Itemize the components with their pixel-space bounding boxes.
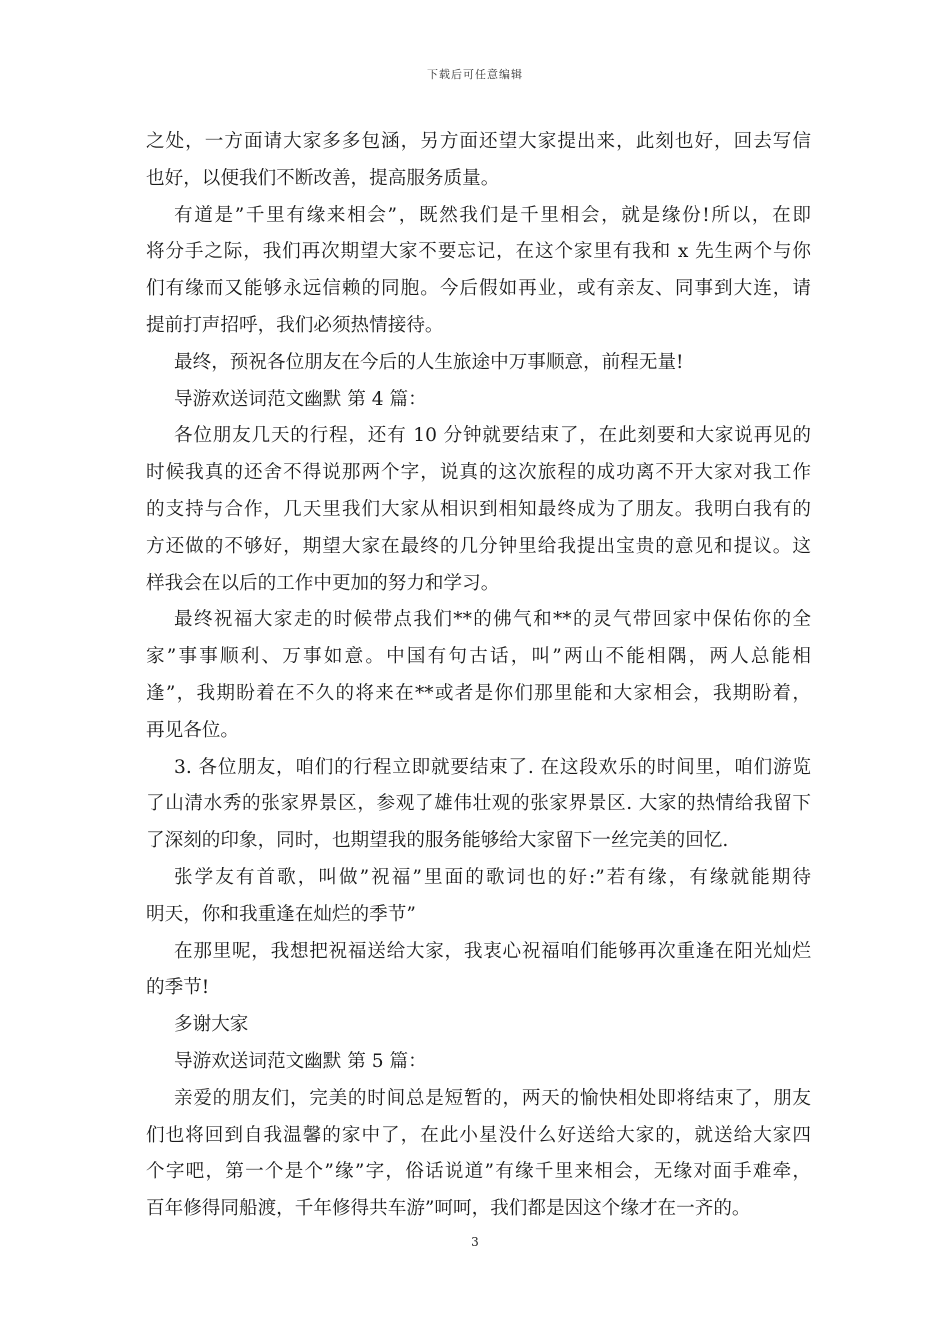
- text-line: 最终，预祝各位朋友在今后的人生旅途中万事顺意，前程无量!: [174, 351, 684, 373]
- page-header: 下载后可任意编辑: [427, 68, 523, 81]
- text-line: 了深刻的印象，同时，也期望我的服务能够给大家留下一丝完美的回忆.: [146, 830, 729, 852]
- text-line: 提前打声招呼，我们必须热情接待。: [146, 314, 444, 336]
- text-line: 亲爱的朋友们，完美的时间总是短暂的，两天的愉快相处即将结束了，朋友: [174, 1087, 811, 1109]
- text-line: 将分手之际，我们再次期望大家不要忘记，在这个家里有我和 x 先生两个与你: [146, 241, 811, 263]
- text-line: 多谢大家: [174, 1014, 249, 1036]
- text-line: 明天，你和我重逢在灿烂的季节”: [146, 903, 416, 925]
- text-line: 的支持与合作，几天里我们大家从相识到相知最终成为了朋友。我明白我有的: [146, 498, 811, 520]
- text-line: 们有缘而又能够永远信赖的同胞。今后假如再业，或有亲友、同事到大连，请: [146, 278, 811, 300]
- page-number: 3: [471, 1235, 479, 1249]
- text-line: 家”事事顺利、万事如意。中国有句古话，叫”两山不能相隅，两人总能相: [146, 646, 811, 668]
- text-line: 张学友有首歌，叫做”祝福”里面的歌词也的好:”若有缘，有缘就能期待: [174, 866, 811, 888]
- text-line: 也好，以便我们不断改善，提高服务质量。: [146, 167, 500, 189]
- text-line: 再见各位。: [146, 719, 239, 741]
- text-line: 之处，一方面请大家多多包涵，另方面还望大家提出来，此刻也好，回去写信: [146, 131, 811, 152]
- text-line: 了山清水秀的张家界景区，参观了雄伟壮观的张家界景区. 大家的热情给我留下: [146, 793, 811, 815]
- text-line: 们也将回到自我温馨的家中了，在此小星没什么好送给大家的，就送给大家四: [146, 1124, 811, 1146]
- text-line: 各位朋友几天的行程，还有 10 分钟就要结束了，在此刻要和大家说再见的: [174, 425, 811, 447]
- text-line: 个字吧，第一个是个”缘”字，俗话说道”有缘千里来相会，无缘对面手难牵，: [146, 1161, 811, 1183]
- text-line: 在那里呢，我想把祝福送给大家，我衷心祝福咱们能够再次重逢在阳光灿烂: [174, 940, 811, 962]
- text-line: 导游欢送词范文幽默 第 5 篇：: [174, 1050, 427, 1072]
- document-body: [146, 124, 811, 1228]
- text-line: 逢”，我期盼着在不久的将来在**或者是你们那里能和大家相会，我期盼着，: [146, 682, 811, 704]
- text-line: 样我会在以后的工作中更加的努力和学习。: [146, 572, 500, 594]
- text-line: 3. 各位朋友，咱们的行程立即就要结束了. 在这段欢乐的时间里，咱们游览: [174, 756, 811, 778]
- text-line: 百年修得同船渡，千年修得共车游”呵呵，我们都是因这个缘才在一齐的。: [146, 1198, 751, 1220]
- text-line: 时候我真的还舍不得说那两个字，说真的这次旅程的成功离不开大家对我工作: [146, 462, 811, 484]
- text-line: 的季节!: [146, 977, 210, 999]
- text-line: 最终祝福大家走的时候带点我们**的佛气和**的灵气带回家中保佑你的全: [174, 609, 811, 631]
- text-line: 方还做的不够好，期望大家在最终的几分钟里给我提出宝贵的意见和提议。这: [146, 535, 811, 557]
- text-line: 有道是”千里有缘来相会”，既然我们是千里相会，就是缘份!所以，在即: [174, 204, 811, 226]
- text-line: 导游欢送词范文幽默 第 4 篇：: [174, 388, 427, 410]
